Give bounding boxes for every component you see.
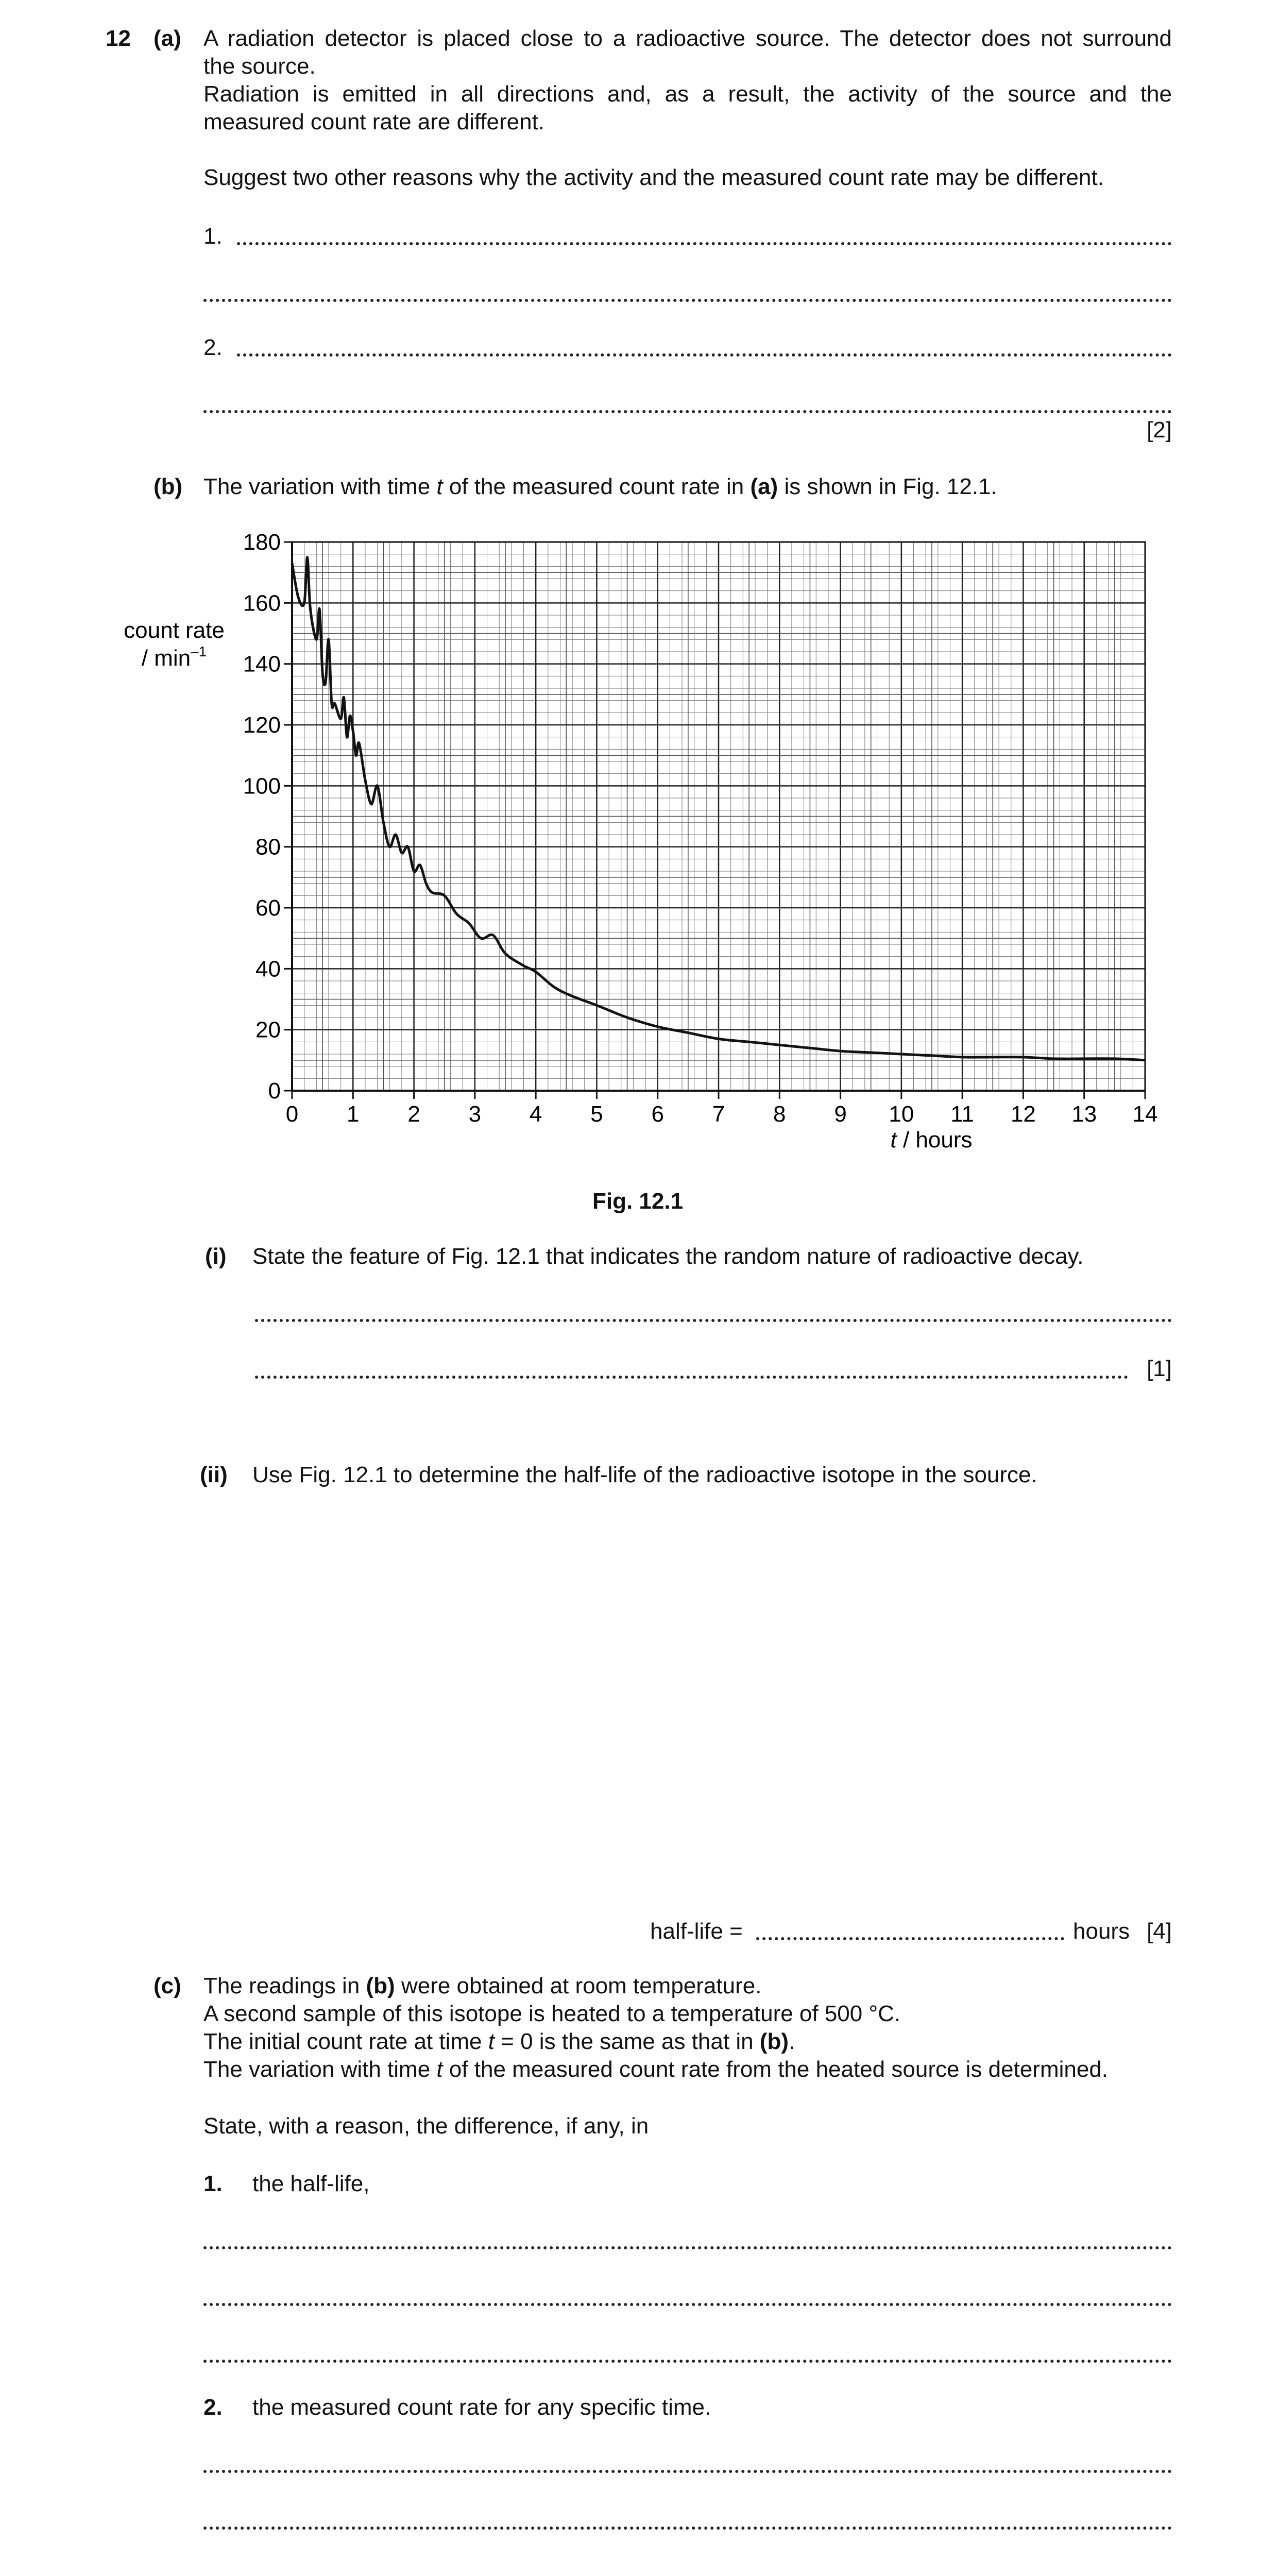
part-c-line-4-pre: The variation with time [203,2057,437,2082]
x-tick-label: 13 [1071,1101,1097,1127]
figure-caption: Fig. 12.1 [592,1189,684,1214]
x-axis-label-unit: / hours [896,1127,973,1153]
x-tick-label: 5 [590,1101,603,1127]
x-axis-label [891,1127,973,1153]
x-tick-label: 0 [285,1101,299,1127]
x-tick-label: 10 [889,1101,914,1127]
answer-line-b-i-2[interactable] [255,1376,1128,1379]
y-tick-label: 140 [243,651,281,677]
x-axis-label-var: t [890,1127,897,1153]
half-life-unit: hours [1073,1919,1130,1944]
half-life-answer-field[interactable] [756,1937,1064,1940]
y-axis-label-line-1: count rate [124,618,225,643]
part-b-ii-prompt: Use Fig. 12.1 to determine the half-life of the radioactive isotope in the source. [252,1462,1037,1487]
part-b-intro-t: t [436,474,443,499]
part-b-i-marks: [1] [1147,1356,1172,1381]
part-a-line-2: the source. [203,54,316,79]
part-c-line-1-post: were obtained at room temperature. [395,1973,762,1998]
part-c-line-1-pre: The readings in [203,1973,366,1998]
x-tick-label: 3 [468,1101,482,1127]
answer-line-b-i-1[interactable] [255,1319,1172,1322]
part-c-line-3-post: . [788,2029,795,2054]
part-c-line-2: A second sample of this isotope is heated to a temperature of 500 °C. [203,2001,901,2026]
y-tick-label: 0 [268,1078,281,1104]
x-tick-labels [286,1091,1158,1127]
part-c-line-3-mid: = 0 is the same as that in [494,2029,760,2054]
half-life-label: half-life = [650,1919,743,1944]
answer-line-c1-1[interactable] [203,2246,1172,2249]
x-tick-label: 2 [407,1101,420,1127]
part-c-item-1-number: 1. [203,2171,223,2196]
part-b-label: (b) [154,474,183,499]
part-a-label: (a) [154,26,181,51]
y-tick-label: 180 [243,530,281,555]
part-a-item-2-number: 2. [203,335,223,360]
y-axis-label-sup: –1 [191,643,207,659]
part-b-i-prompt: State the feature of Fig. 12.1 that indicates the random nature of radioactive decay. [252,1244,1084,1269]
part-c-line-4-t: t [436,2057,443,2082]
part-a-marks: [2] [1147,417,1172,443]
answer-line-c2-1[interactable] [203,2470,1172,2473]
part-a-line-4: measured count rate are different. [203,109,545,134]
part-b-intro-ref: (a) [750,474,778,499]
x-tick-label: 7 [712,1101,725,1127]
part-c-item-2-text: the measured count rate for any specific time. [252,2395,711,2420]
part-c-prompt: State, with a reason, the difference, if any, in [203,2113,649,2139]
part-b-intro-pre: The variation with time [203,474,437,499]
x-tick-label: 4 [529,1101,542,1127]
x-tick-label: 9 [834,1101,847,1127]
x-tick-label: 1 [347,1101,360,1127]
figure-12-1-graph [0,0,1278,1185]
part-c-line-4-post: of the measured count rate from the heated source is determined. [442,2057,1109,2082]
y-tick-labels [243,530,292,1104]
part-c-item-1-text: the half-life, [252,2171,370,2196]
part-b-i-label: (i) [205,1244,227,1269]
part-a-line-3: Radiation is emitted in all directions and, as a result, the activity of the source and the [203,81,1172,107]
question-number: 12 [106,26,131,51]
part-a-prompt: Suggest two other reasons why the activity and the measured count rate may be different. [203,165,1104,190]
part-a-line-1: A radiation detector is placed close to a radioactive source. The detector does not surround [203,26,1172,51]
y-tick-label: 160 [243,590,281,616]
x-tick-label: 6 [651,1101,664,1127]
part-b-intro-mid: of the measured count rate in [442,474,751,499]
part-c-line-3-pre: The initial count rate at time [203,2029,488,2054]
part-c-item-2-number: 2. [203,2395,223,2420]
part-a-item-1-number: 1. [203,224,223,249]
y-tick-label: 100 [243,773,281,799]
y-tick-label: 80 [255,834,281,860]
part-c-line-3-ref: (b) [759,2029,789,2054]
part-c-line-3-t: t [488,2029,495,2054]
answer-line-c1-3[interactable] [203,2360,1172,2363]
y-tick-label: 40 [255,956,281,982]
part-c-line-1-ref: (b) [366,1973,395,1998]
x-tick-label: 11 [950,1101,974,1127]
x-tick-label: 12 [1010,1101,1036,1127]
part-c-label: (c) [154,1973,181,1998]
y-tick-label: 60 [255,895,281,921]
part-b-ii-label: (ii) [200,1462,228,1487]
part-c-stem [203,1972,1172,2083]
part-c-line-1 [203,1972,1172,2000]
y-tick-label: 120 [243,713,281,738]
x-tick-label: 14 [1132,1101,1158,1127]
part-b-ii-marks: [4] [1147,1919,1172,1944]
y-axis-label-unit: / min [141,646,191,671]
part-c-line-4 [203,2056,1172,2083]
x-tick-label: 8 [773,1101,786,1127]
part-b-intro-post: is shown in Fig. 12.1. [778,474,997,499]
part-c-line-3 [203,2028,1172,2056]
answer-line-c2-2[interactable] [203,2527,1172,2530]
y-axis-label-line-2 [142,643,207,671]
y-tick-label: 20 [255,1017,281,1043]
answer-line-c1-2[interactable] [203,2303,1172,2306]
